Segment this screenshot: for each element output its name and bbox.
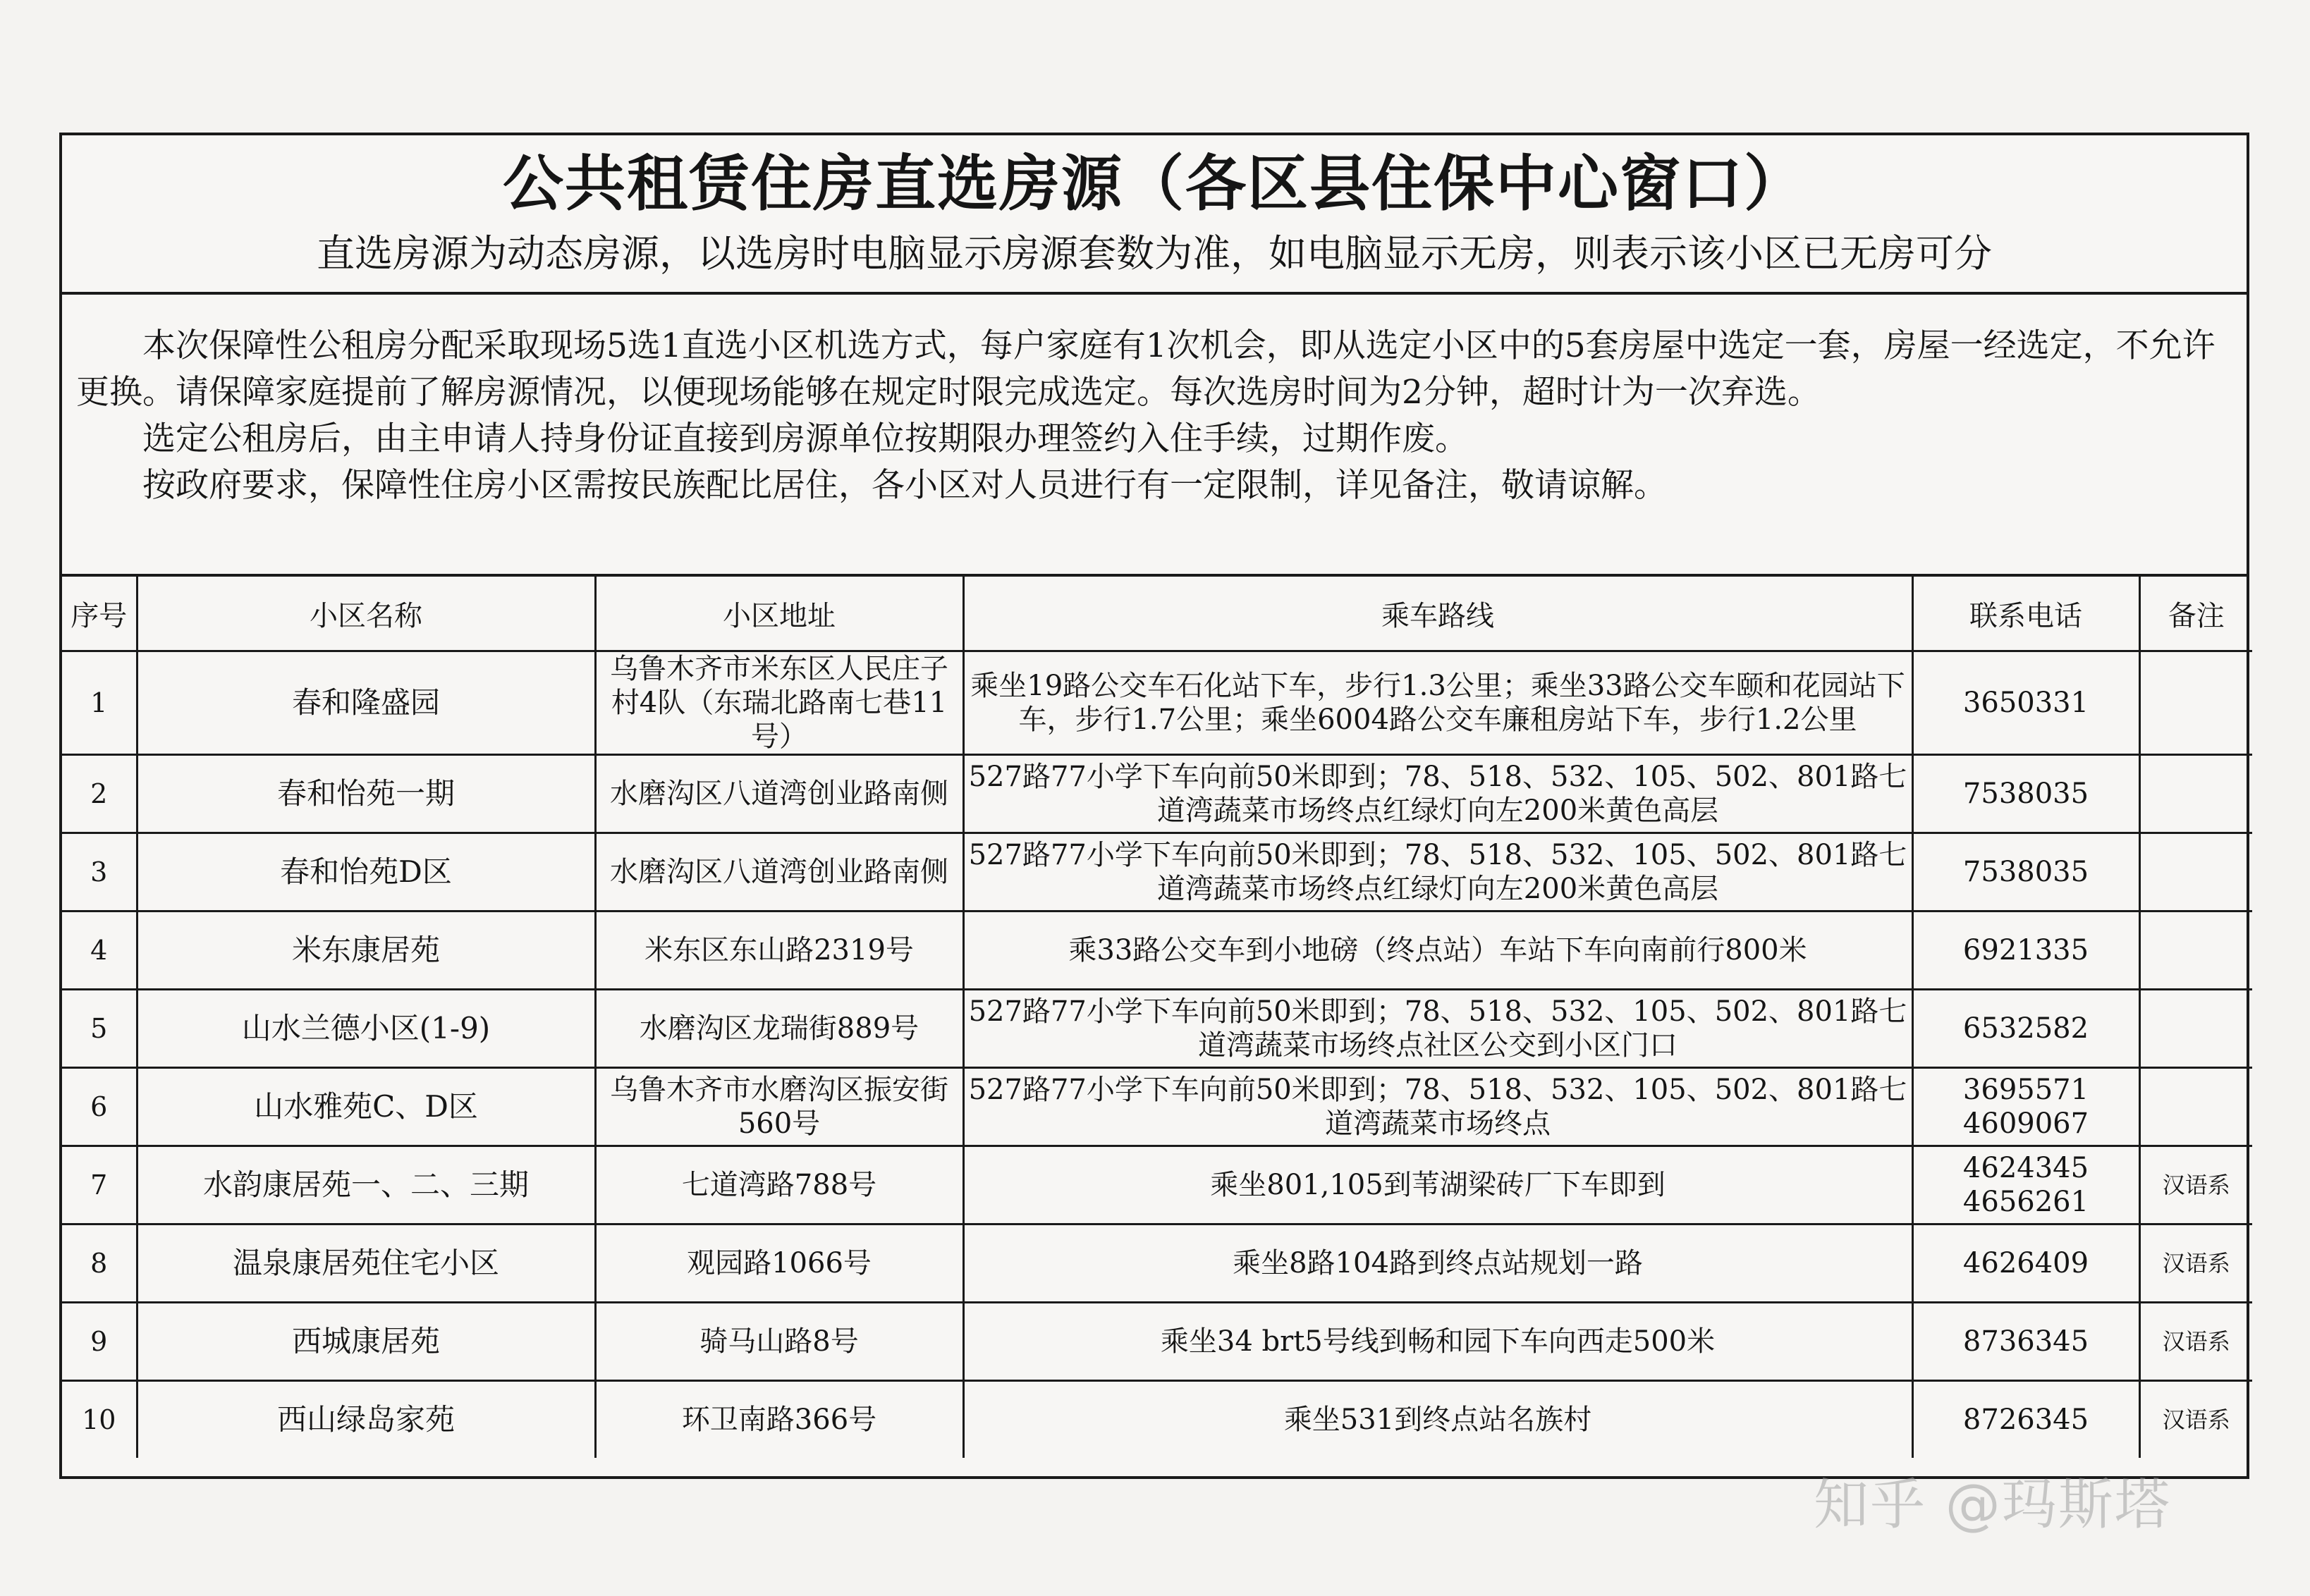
- cell-phone: [1912, 911, 2139, 990]
- page-title: 公共租赁住房直选房源（各区县住保中心窗口）: [503, 148, 1806, 219]
- cell-seq: 5: [62, 990, 137, 1068]
- cell-phone: [1912, 651, 2139, 755]
- header-address: 小区地址: [595, 577, 963, 651]
- phone-number: 8726345: [1962, 1404, 2089, 1436]
- header: [62, 135, 2247, 295]
- cell-note: [2139, 651, 2252, 755]
- cell-phone: [1912, 1303, 2139, 1381]
- cell-route: 乘坐19路公交车石化站下车，步行1.3公里；乘坐33路公交车颐和花园站下车，步行1.7公里；乘坐6004路公交车廉租房站下车，步行1.2公里: [963, 651, 1912, 755]
- header-name: 小区名称: [137, 577, 595, 651]
- table-row: [62, 755, 2252, 833]
- cell-route: 乘坐8路104路到终点站规划一路: [963, 1224, 1912, 1303]
- table-row: [62, 1146, 2252, 1224]
- cell-seq: 7: [62, 1146, 137, 1224]
- cell-seq: 9: [62, 1303, 137, 1381]
- cell-address: 米东区东山路2319号: [595, 911, 963, 990]
- cell-seq: 6: [62, 1068, 137, 1146]
- phone-number-2: 4609067: [1962, 1107, 2089, 1140]
- cell-note: [2139, 990, 2252, 1068]
- cell-phone: [1912, 1068, 2139, 1146]
- cell-seq: 10: [62, 1381, 137, 1459]
- cell-route: 乘坐801,105到苇湖梁砖厂下车即到: [963, 1146, 1912, 1224]
- phone-number: 6532582: [1962, 1012, 2089, 1045]
- notice-paragraph-2: 选定公租房后，由主申请人持身份证直接到房源单位按期限办理签约入住手续，过期作废。: [142, 419, 1468, 458]
- cell-name: 西山绿岛家苑: [137, 1381, 595, 1459]
- cell-note: [2139, 911, 2252, 990]
- cell-address: 七道湾路788号: [595, 1146, 963, 1224]
- cell-name: 春和隆盛园: [137, 651, 595, 755]
- cell-name: 温泉康居苑住宅小区: [137, 1224, 595, 1303]
- zhihu-watermark: 知乎 @玛斯塔: [1814, 1473, 2171, 1537]
- cell-name: 西城康居苑: [137, 1303, 595, 1381]
- cell-seq: 4: [62, 911, 137, 990]
- notice-sheet: [59, 133, 2249, 1479]
- cell-name: 水韵康居苑一、二、三期: [137, 1146, 595, 1224]
- header-seq: 序号: [62, 577, 137, 651]
- cell-route: 乘33路公交车到小地磅（终点站）车站下车向南前行800米: [963, 911, 1912, 990]
- cell-route: 乘坐531到终点站名族村: [963, 1381, 1912, 1459]
- phone-number: 3650331: [1962, 687, 2089, 719]
- cell-phone: [1912, 1224, 2139, 1303]
- cell-name: 春和怡苑一期: [137, 755, 595, 833]
- cell-address: 观园路1066号: [595, 1224, 963, 1303]
- table-row: [62, 1381, 2252, 1459]
- cell-route: 527路77小学下车向前50米即到；78、518、532、105、502、801路七道湾蔬菜市场终点红绿灯向左200米黄色高层: [963, 755, 1912, 833]
- cell-name: 春和怡苑D区: [137, 833, 595, 911]
- table-row: [62, 1303, 2252, 1381]
- page-subtitle: 直选房源为动态房源，以选房时电脑显示房源套数为准，如电脑显示无房，则表示该小区已无房可分: [317, 231, 1992, 276]
- cell-address: 水磨沟区八道湾创业路南侧: [595, 755, 963, 833]
- cell-name: 山水兰德小区(1-9): [137, 990, 595, 1068]
- cell-phone: [1912, 990, 2139, 1068]
- cell-phone: [1912, 1381, 2139, 1459]
- cell-address: 水磨沟区八道湾创业路南侧: [595, 833, 963, 911]
- header-route: 乘车路线: [963, 577, 1912, 651]
- header-note: 备注: [2139, 577, 2252, 651]
- table-row: [62, 1224, 2252, 1303]
- notice-paragraph-3: 按政府要求，保障性住房小区需按民族配比居住，各小区对人员进行有一定限制，详见备注，敬请谅解。: [142, 466, 1667, 505]
- phone-number: 3695571: [1962, 1074, 2089, 1106]
- cell-seq: 1: [62, 651, 137, 755]
- cell-route: 527路77小学下车向前50米即到；78、518、532、105、502、801路七道湾蔬菜市场终点红绿灯向左200米黄色高层: [963, 833, 1912, 911]
- housing-table: [62, 577, 2252, 1458]
- cell-address: 乌鲁木齐市水磨沟区振安街560号: [595, 1068, 963, 1146]
- cell-note: 汉语系: [2139, 1303, 2252, 1381]
- cell-seq: 2: [62, 755, 137, 833]
- cell-address: 乌鲁木齐市米东区人民庄子村4队（东瑞北路南七巷11号）: [595, 651, 963, 755]
- cell-name: 山水雅苑C、D区: [137, 1068, 595, 1146]
- phone-number: 6921335: [1962, 934, 2089, 966]
- cell-phone: [1912, 1146, 2139, 1224]
- cell-phone: [1912, 755, 2139, 833]
- cell-address: 环卫南路366号: [595, 1381, 963, 1459]
- cell-seq: 8: [62, 1224, 137, 1303]
- table-row: [62, 833, 2252, 911]
- phone-number: 7538035: [1962, 856, 2089, 888]
- phone-number-2: 4656261: [1962, 1186, 2089, 1218]
- phone-number: 7538035: [1962, 778, 2089, 810]
- cell-route: 527路77小学下车向前50米即到；78、518、532、105、502、801路七道湾蔬菜市场终点社区公交到小区门口: [963, 990, 1912, 1068]
- phone-number: 4624345: [1962, 1152, 2089, 1184]
- cell-route: 乘坐34 brt5号线到畅和园下车向西走500米: [963, 1303, 1912, 1381]
- cell-note: [2139, 833, 2252, 911]
- cell-seq: 3: [62, 833, 137, 911]
- cell-note: [2139, 755, 2252, 833]
- table-row: [62, 911, 2252, 990]
- cell-address: 骑马山路8号: [595, 1303, 963, 1381]
- table-row: [62, 1068, 2252, 1146]
- cell-note: 汉语系: [2139, 1146, 2252, 1224]
- cell-address: 水磨沟区龙瑞街889号: [595, 990, 963, 1068]
- phone-number: 8736345: [1962, 1325, 2089, 1358]
- cell-route: 527路77小学下车向前50米即到；78、518、532、105、502、801路七道湾蔬菜市场终点: [963, 1068, 1912, 1146]
- cell-note: [2139, 1068, 2252, 1146]
- table-row: [62, 651, 2252, 755]
- cell-note: 汉语系: [2139, 1381, 2252, 1459]
- phone-number: 4626409: [1962, 1247, 2089, 1279]
- notice-text: [62, 295, 2247, 577]
- table-header-row: [62, 577, 2252, 651]
- cell-name: 米东康居苑: [137, 911, 595, 990]
- header-phone: 联系电话: [1912, 577, 2139, 651]
- cell-phone: [1912, 833, 2139, 911]
- notice-paragraph-1: 本次保障性公租房分配采取现场5选1直选小区机选方式，每户家庭有1次机会，即从选定小区中的5套房屋中选定一套，房屋一经选定，不允许更换。请保障家庭提前了解房源情况，以便现场能够在规定时限完成选定。每次选房时间为2分钟，超时计为一次弃选。: [76, 326, 2216, 412]
- table-row: [62, 990, 2252, 1068]
- cell-note: 汉语系: [2139, 1224, 2252, 1303]
